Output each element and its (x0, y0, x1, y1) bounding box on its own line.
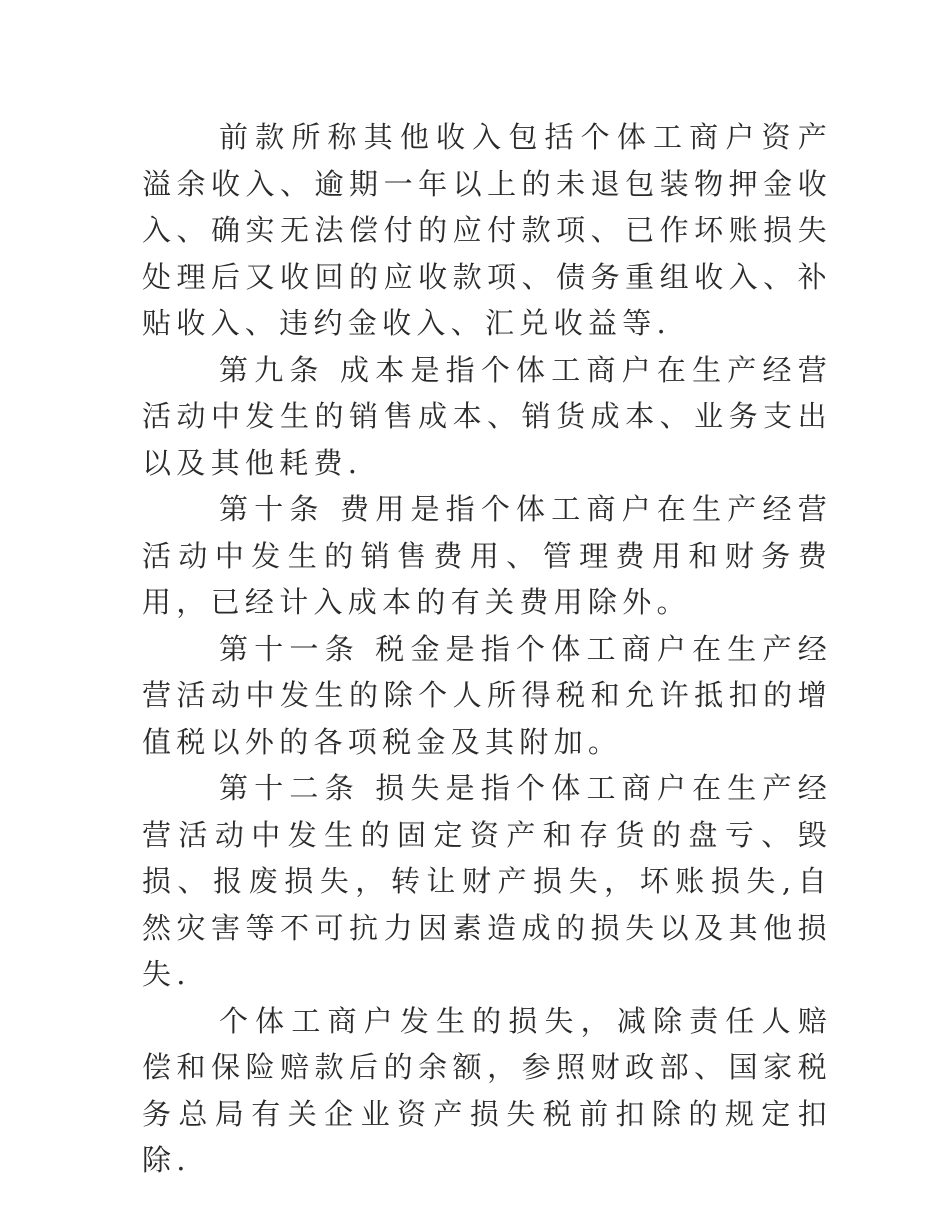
paragraph-article-12-losses: 第十二条 损失是指个体工商户在生产经营活动中发生的固定资产和存货的盘亏、毁损、报废损失，转让财产损失，坏账损失,自然灾害等不可抗力因素造成的损失以及其他损失. (142, 771, 832, 991)
paragraph-article-10-expenses: 第十条 费用是指个体工商户在生产经营活动中发生的销售费用、管理费用和财务费用，已经计入成本的有关费用除外。 (142, 492, 832, 619)
paragraph-loss-deduction: 个体工商户发生的损失，减除责任人赔偿和保险赔款后的余额，参照财政部、国家税务总局有关企业资产损失税前扣除的规定扣除. (142, 1003, 832, 1177)
paragraph-article-9-cost: 第九条 成本是指个体工商户在生产经营活动中发生的销售成本、销货成本、业务支出以及其他耗费. (142, 352, 832, 480)
paragraph-other-income: 前款所称其他收入包括个体工商户资产溢余收入、逾期一年以上的未退包装物押金收入、确实无法偿付的应付款项、已作坏账损失处理后又收回的应收款项、债务重组收入、补贴收入、违约金收入、汇兑收益等. (142, 120, 832, 340)
paragraph-article-11-taxes: 第十一条 税金是指个体工商户在生产经营活动中发生的除个人所得税和允许抵扣的增值税以外的各项税金及其附加。 (142, 631, 832, 759)
document-body (142, 114, 832, 1184)
